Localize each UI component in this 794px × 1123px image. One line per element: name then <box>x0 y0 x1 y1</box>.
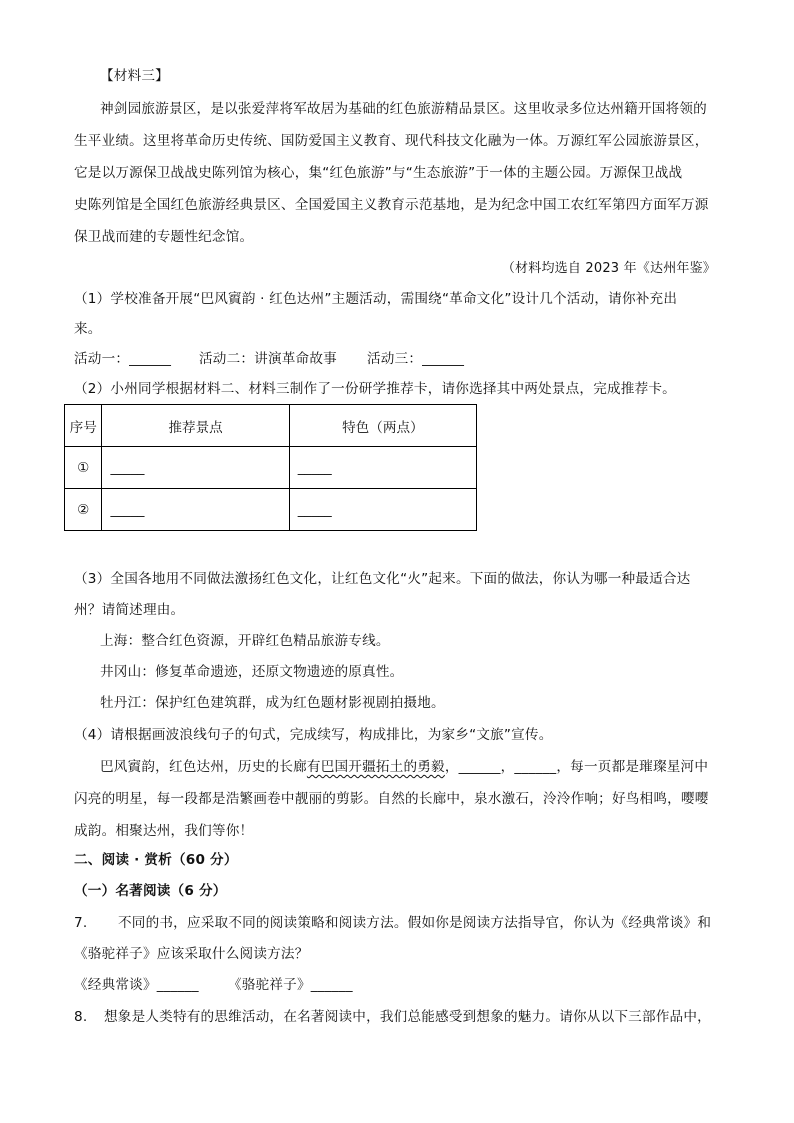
recommendation-card-table <box>64 404 477 531</box>
material3-line-3: 它是以万源保卫战战史陈列馆为核心，集“红色旅游”与“生态旅游”于一体的主题公园。万源保卫战战 <box>74 165 683 181</box>
q1-line-2: 来。 <box>74 321 102 337</box>
q4-para-rest: ，______，______，每一页都是璀璨星河中 <box>444 759 709 775</box>
q4-paragraph-line-2: 闪亮的明星，每一段都是浩繁画卷中靓丽的剪影。自然的长廊中，泉水激石，泠泠作响；好鸟相鸣，嘤嘤 <box>74 791 709 807</box>
q7-line-2: 《骆驼祥子》应该采取什么阅读方法？ <box>74 946 309 962</box>
row-number-cell: ① <box>65 447 102 489</box>
q7-answer-classic: 《经典常谈》______ <box>74 977 199 993</box>
material3-line-2: 生平业绩。这里将革命历史传统、国防爱国主义教育、现代科技文化融为一体。万源红军公园旅游景区， <box>74 133 709 149</box>
spot-answer-blank[interactable]: _____ <box>102 489 289 531</box>
table-row <box>65 447 477 489</box>
q3-option-mudanjiang: 牡丹江：保护红色建筑群，成为红色题材影视剧拍摄地。 <box>100 695 445 711</box>
feature-answer-blank[interactable]: _____ <box>289 447 476 489</box>
q4-text: （4）请根据画波浪线句子的句式，完成续写，构成排比，为家乡“文旅”宣传。 <box>74 727 553 743</box>
material3-heading: 【材料三】 <box>100 68 169 84</box>
feature-answer-blank[interactable]: _____ <box>289 489 476 531</box>
q8-line-1: 想象是人类特有的思维活动，在名著阅读中，我们总能感受到想象的魅力。请你从以下三部作品中， <box>104 1009 711 1025</box>
q1-line-1: （1）学校准备开展“巴风賨韵 · 红色达州”主题活动，需围绕“革命文化”设计几个活动，请你补充出 <box>74 291 678 307</box>
material3-line-5: 保卫战而建的专题性纪念馆。 <box>74 229 254 245</box>
q8-number: 8. <box>74 1009 88 1025</box>
header-cell-number: 序号 <box>65 405 102 447</box>
q4-wavy-sentence: 有巴国开疆拓土的勇毅 <box>306 759 445 775</box>
section2-heading: 二、阅读 · 赏析（60 分） <box>74 852 238 868</box>
q1-activity-1: 活动一：______ <box>74 351 172 367</box>
header-cell-feature: 特色（两点） <box>289 405 476 447</box>
q4-para-prefix: 巴风賨韵，红色达州，历史的长廊 <box>100 759 307 775</box>
table-row <box>65 489 477 531</box>
section2-sub-heading: （一）名著阅读（6 分） <box>74 883 227 899</box>
q3-option-jinggangshan: 井冈山：修复革命遗迹，还原文物遗迹的原真性。 <box>100 664 404 680</box>
material3-line-1: 神剑园旅游景区，是以张爱萍将军故居为基础的红色旅游精品景区。这里收录多位达州籍开国将领的 <box>100 101 707 117</box>
q4-paragraph-line-3: 成韵。相聚达州，我们等你！ <box>74 823 254 839</box>
q2-text: （2）小州同学根据材料二、材料三制作了一份研学推荐卡，请你选择其中两处景点，完成推荐卡。 <box>74 381 676 397</box>
row-number-cell: ② <box>65 489 102 531</box>
q7-answer-camel: 《骆驼祥子》______ <box>228 977 353 993</box>
q7-number: 7. <box>74 915 88 931</box>
header-cell-spot: 推荐景点 <box>102 405 289 447</box>
table-header-row <box>65 405 477 447</box>
q3-line-2: 州？请简述理由。 <box>74 602 185 618</box>
q7-line-1: 不同的书，应采取不同的阅读策略和阅读方法。假如你是阅读方法指导官，你认为《经典常谈》和 <box>118 915 712 931</box>
spot-answer-blank[interactable]: _____ <box>102 447 289 489</box>
q3-option-shanghai: 上海：整合红色资源，开辟红色精品旅游专线。 <box>100 633 390 649</box>
q3-line-1: （3）全国各地用不同做法激扬红色文化，让红色文化“火”起来。下面的做法，你认为哪一种最适合达 <box>74 571 691 587</box>
q1-activity-3: 活动三：______ <box>367 351 465 367</box>
material3-line-4: 史陈列馆是全国红色旅游经典景区、全国爱国主义教育示范基地，是为纪念中国工农红军第四方面军万源 <box>74 197 709 213</box>
material3-source: （材料均选自 2023 年《达州年鉴》 <box>501 261 716 276</box>
q1-activity-2: 活动二：讲演革命故事 <box>199 351 337 367</box>
q4-paragraph-line-1 <box>100 757 708 777</box>
